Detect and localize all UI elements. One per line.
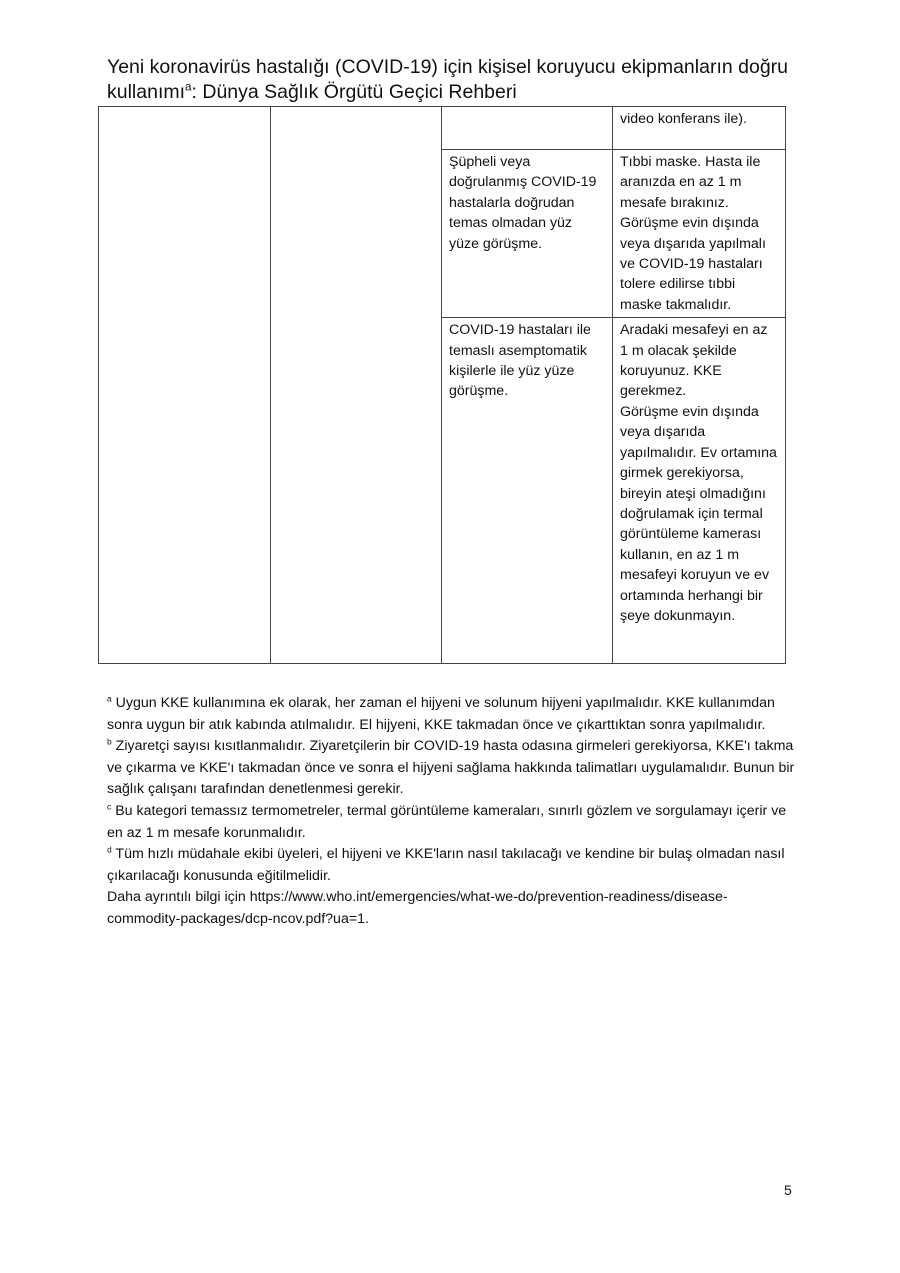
footnote-text: Ziyaretçi sayısı kısıtlanmalıdır. Ziyaretçilerin bir COVID-19 hasta odasına girmeleri gerekiyorsa, KKE'ı takma ve çıkarma ve KKE'ı takmadan önce ve sonra el hijyeni sağlama hakkında talimatları uygulamalıdır. Bunun bir sağlık çalışanı tarafından denetlenmesi gerekir.	[107, 738, 795, 798]
table-cell-empty-col1	[99, 107, 271, 664]
header-title-line1: Yeni koronavirüs hastalığı (COVID-19) için kişisel koruyucu ekipmanların doğru	[107, 56, 789, 78]
footnotes-section	[107, 693, 797, 931]
table-cell-empty-col3	[442, 107, 613, 150]
header-title-line2-end: : Dünya Sağlık Örgütü Geçici Rehberi	[191, 81, 517, 103]
footnote-d	[107, 844, 797, 887]
footnote-text: Uygun KKE kullanımına ek olarak, her zaman el hijyeni ve solunum hijyeni yapılmalıdır. KKE kullanımdan sonra uygun bir atık kabında atılmalıdır. El hijyeni, KKE takmadan önce ve çıkarttıktan sonra yapılmalıdır.	[107, 695, 775, 733]
footnote-text: Bu kategori temassız termometreler, termal görüntüleme kameraları, sınırlı gözlem ve sorgulamayı içerir ve en az 1 m mesafe korunmalıdır.	[107, 802, 787, 841]
table-cell-recommendation	[613, 318, 786, 664]
recommendation-table	[98, 106, 786, 664]
footnote-mark: a	[107, 693, 112, 704]
footnote-text: Tüm hızlı müdahale ekibi üyeleri, el hijyeni ve KKE'ların nasıl takılacağı ve kendine bir bulaş olmadan nasıl çıkarılacağı konusunda eğitilmelidir.	[107, 846, 785, 884]
table-cell-activity: COVID-19 hastaları ile temaslı asemptomatik kişilerle ile yüz yüze görüşme.	[442, 318, 613, 664]
header-footnote-mark: a	[185, 80, 192, 94]
table-row	[99, 107, 786, 150]
header-title-line2-start: kullanımı	[107, 81, 186, 103]
table-cell-recommendation: video konferans ile).	[613, 107, 786, 150]
footnote-c	[107, 801, 797, 844]
footnote-mark: c	[107, 801, 112, 812]
more-info-note: Daha ayrıntılı bilgi için https://www.who.int/emergencies/what-we-do/prevention-readiness/disease-commodity-packages/dcp-ncov.pdf?ua=1.	[107, 889, 728, 927]
page-number: 5	[784, 1182, 792, 1198]
recommendation-text-part2: Görüşme evin dışında veya dışarıda yapılmalıdır. Ev ortamına girmek gerekiyorsa, bireyin ateşi olmadığını doğrulamak için termal görüntüleme kamerası kullanın, en az 1 m mesafeyi koruyun ve ev ortamında herhangi bir şeye dokunmayın.	[620, 403, 777, 624]
footnote-b	[107, 736, 797, 801]
footnote-a	[107, 693, 797, 736]
footnote-mark: d	[107, 844, 112, 855]
table-cell-empty-col2	[271, 107, 442, 664]
page-header-title	[107, 55, 807, 105]
table-cell-recommendation: Tıbbi maske. Hasta ile aranızda en az 1 m mesafe bırakınız. Görüşme evin dışında veya dışarıda yapılmalı ve COVID-19 hastaları tolere edilirse tıbbi maske takmalıdır.	[613, 150, 786, 318]
footnote-mark: b	[107, 736, 112, 747]
table-cell-activity: Şüpheli veya doğrulanmış COVID-19 hastalarla doğrudan temas olmadan yüz yüze görüşme.	[442, 150, 613, 318]
recommendation-text-part1: Aradaki mesafeyi en az 1 m olacak şekilde koruyunuz. KKE gerekmez.	[620, 322, 768, 400]
